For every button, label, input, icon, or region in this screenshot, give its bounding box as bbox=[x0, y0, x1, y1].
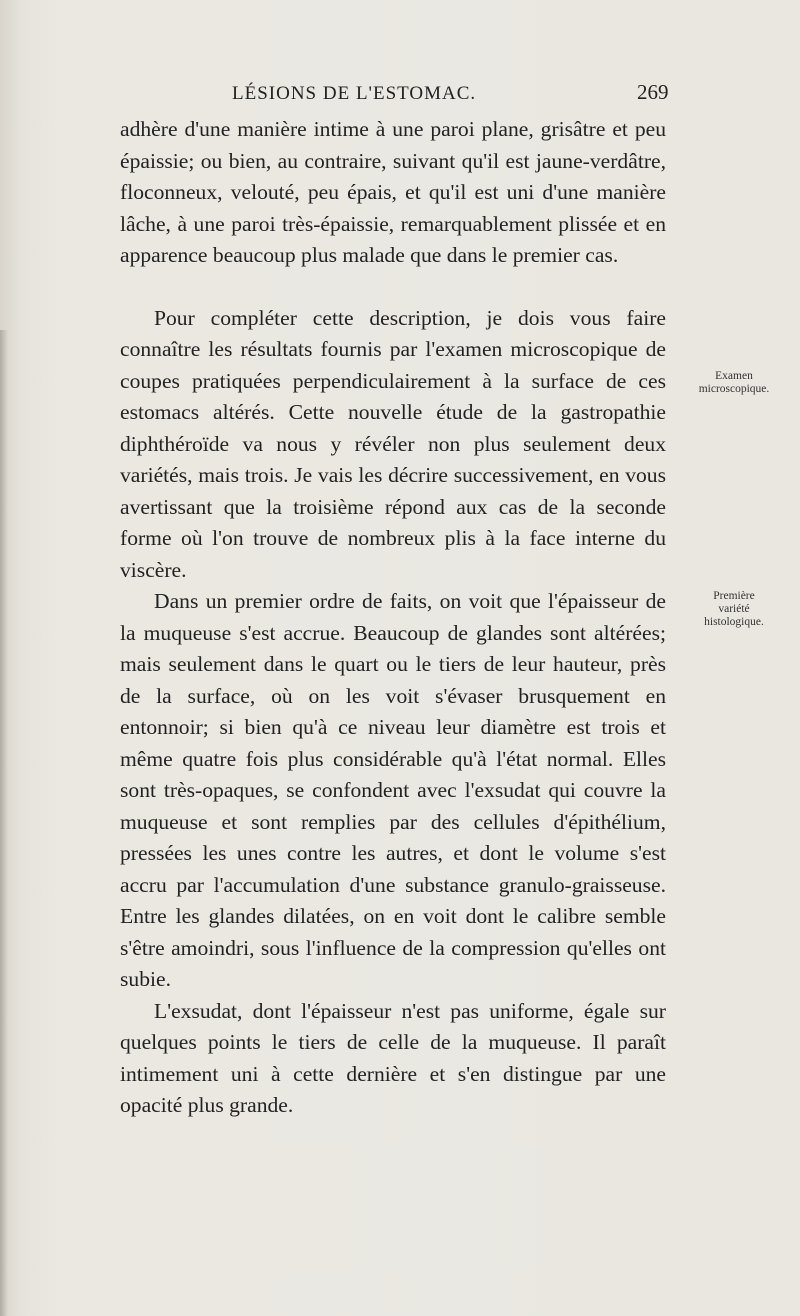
margin-note-examen bbox=[676, 370, 792, 396]
margin-note-line: variété bbox=[718, 603, 750, 615]
paragraph-examen: Pour compléter cette description, je dois vous faire connaître les résultats fournis par l'examen microscopique de coupes pratiquées perpendiculairement à la surface de ces estomacs altérés. Cette nouvelle étude de la gastropathie diphthéroïde va nous y révéler non plus seulement deux variétés, mais trois. Je vais les décrire successivement, en vous avertissant que la troisième répond aux cas de la seconde forme où l'on trouve de nombreux plis à la face interne du viscère. bbox=[120, 305, 666, 582]
body-text bbox=[120, 114, 666, 1122]
paragraph-exsudat: L'exsudat, dont l'épaisseur n'est pas uniforme, égale sur quelques points le tiers de celle de la muqueuse. Il paraît intimement uni à cette dernière et s'en distingue par une opacité plus grande. bbox=[120, 998, 666, 1117]
paragraph-continuation: adhère d'une manière intime à une paroi plane, grisâtre et peu épaissie; ou bien, au contraire, suivant qu'il est jaune-verdâtre, floconneux, velouté, peu épais, et qu'il est uni d'une manière lâche, à une paroi très-épaissie, remarquablement plissée et en apparence beaucoup plus malade que dans le premier cas. bbox=[120, 117, 666, 267]
running-title: LÉSIONS DE L'ESTOMAC. bbox=[232, 83, 477, 104]
margin-note-line: Première bbox=[713, 590, 755, 602]
margin-note-premiere-variete bbox=[676, 590, 792, 629]
margin-note-line: microscopique. bbox=[698, 383, 770, 395]
page-gutter-shadow bbox=[0, 330, 8, 1316]
margin-note-line: histologique. bbox=[704, 616, 764, 628]
paragraph-premiere-variete: Dans un premier ordre de faits, on voit que l'épaisseur de la muqueuse s'est accrue. Beaucoup de glandes sont altérées; mais seulement dans le quart ou le tiers de leur hauteur, près de la surface, où on les voit s'évaser brusquement en entonnoir; si bien qu'à ce niveau leur diamètre est trois et même quatre fois plus considérable qu'à l'état normal. Elles sont très-opaques, se confondent avec l'exsudat qui couvre la muqueuse et sont remplies par des cellules d'épithélium, pressées les unes contre les autres, et dont le volume s'est accru par l'accumulation d'une substance granulo-graisseuse. Entre les glandes dilatées, on en voit dont le calibre semble s'être amoindri, sous l'influence de la compression qu'elles ont subie. bbox=[120, 589, 666, 991]
page-number: 269 bbox=[637, 80, 669, 104]
margin-note-line: Examen bbox=[715, 370, 753, 382]
